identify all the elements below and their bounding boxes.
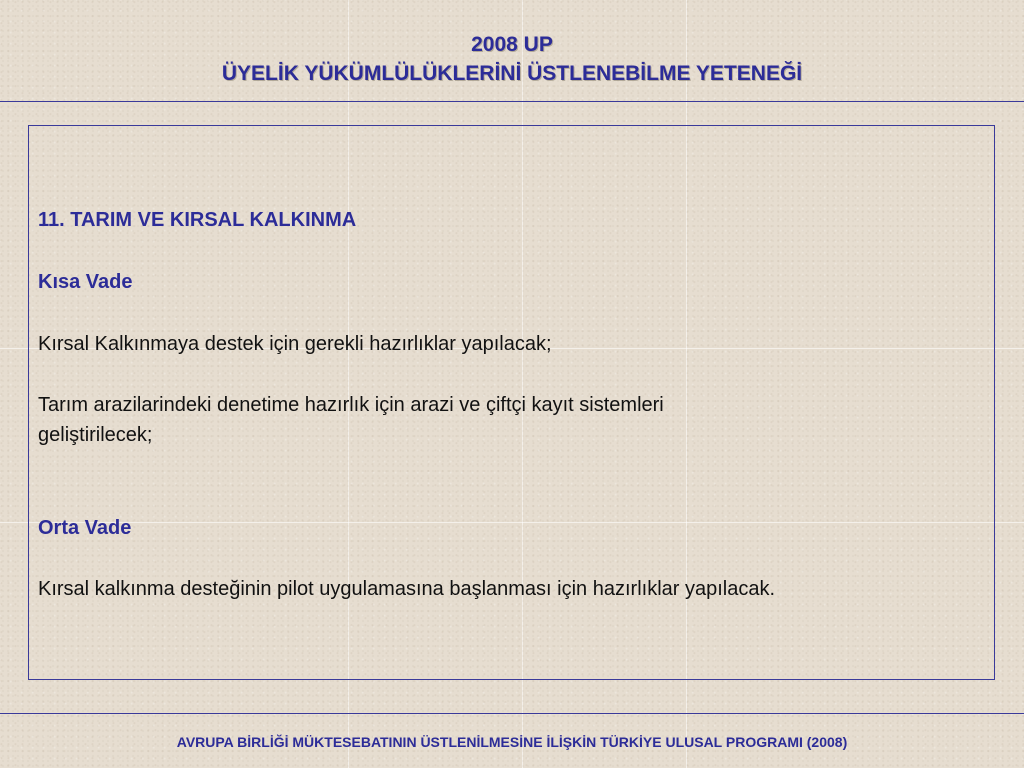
short-term-item-2-line-2: geliştirilecek;	[38, 424, 153, 446]
section-heading: 11. TARIM VE KIRSAL KALKINMA	[38, 209, 357, 231]
bottom-divider	[0, 713, 1024, 714]
slide-title	[0, 30, 1024, 88]
medium-term-heading: Orta Vade	[38, 517, 132, 539]
short-term-item-2-line-1: Tarım arazilarindeki denetime hazırlık için arazi ve çiftçi kayıt sistemleri	[38, 394, 664, 416]
medium-term-item-1: Kırsal kalkınma desteğinin pilot uygulamasına başlanması için hazırlıklar yapılacak.	[38, 578, 776, 600]
short-term-item-1: Kırsal Kalkınmaya destek için gerekli hazırlıklar yapılacak;	[38, 333, 552, 355]
title-line-1: 2008 UP	[471, 33, 553, 56]
short-term-heading: Kısa Vade	[38, 271, 133, 293]
top-divider	[0, 101, 1024, 102]
footer-text: AVRUPA BİRLİĞİ MÜKTESEBATININ ÜSTLENİLMESİNE İLİŞKİN TÜRKİYE ULUSAL PROGRAMI (2008)	[176, 734, 848, 750]
title-line-2: ÜYELİK YÜKÜMLÜLÜKLERİNİ ÜSTLENEBİLME YETENEĞİ	[221, 62, 803, 85]
